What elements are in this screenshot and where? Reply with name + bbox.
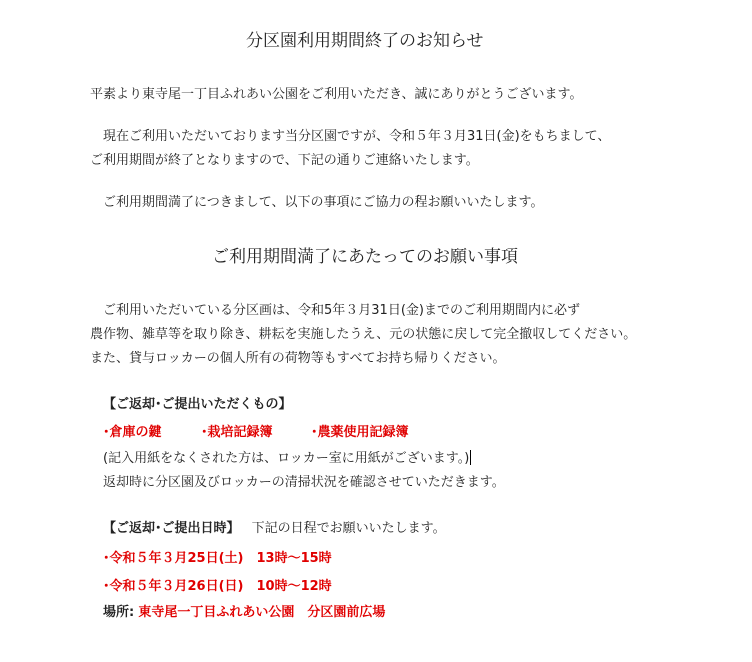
schedule-heading-row bbox=[103, 520, 446, 538]
return-item-pesticide-log: ･農薬使用記録簿 bbox=[311, 425, 409, 440]
requests-heading: ご利用期間満了にあたってのお願い事項 bbox=[212, 247, 518, 267]
schedule-date-1: ･令和５年３月25日(土) 13時～15時 bbox=[103, 551, 332, 566]
notice-title: 分区園利用期間終了のお知らせ bbox=[246, 31, 484, 51]
return-note-forms bbox=[103, 450, 471, 468]
period-end-line-1: 現在ご利用いただいております当分区園ですが、令和５年３月31日(金)をもちまして、 bbox=[90, 129, 611, 144]
schedule-place-value: 東寺尾一丁目ふれあい公園 分区園前広場 bbox=[138, 605, 386, 620]
requests-line-2: 農作物、雑草等を取り除き、耕耘を実施したうえ、元の状態に戻して完全撤収してください。 bbox=[90, 327, 637, 342]
intro-paragraph: 平素より東寺尾一丁目ふれあい公園をご利用いただき、誠にありがとうございます。 bbox=[90, 87, 583, 102]
schedule-place-label: 場所: bbox=[103, 605, 135, 620]
schedule-heading-suffix: 下記の日程でお願いいたします。 bbox=[251, 521, 446, 536]
return-item-key: ･倉庫の鍵 bbox=[103, 425, 162, 440]
cooperation-paragraph: ご利用期間満了につきまして、以下の事項にご協力の程お願いいたします。 bbox=[90, 195, 544, 210]
return-note-forms-text: (記入用紙をなくされた方は、ロッカー室に用紙がございます。) bbox=[103, 451, 470, 466]
requests-line-3: また、貸与ロッカーの個人所有の荷物等もすべてお持ち帰りください。 bbox=[90, 351, 506, 366]
return-items-heading: 【ご返却･ご提出いただくもの】 bbox=[103, 397, 292, 412]
schedule-place-row bbox=[103, 604, 385, 622]
text-caret bbox=[470, 450, 471, 465]
schedule-date-2: ･令和５年３月26日(日) 10時～12時 bbox=[103, 579, 332, 594]
return-item-cultivation-log: ･栽培記録簿 bbox=[201, 425, 273, 440]
return-note-inspection: 返却時に分区園及びロッカーの清掃状況を確認させていただきます。 bbox=[103, 475, 505, 490]
requests-line-1: ご利用いただいている分区画は、令和5年３月31日(金)までのご利用期間内に必ず bbox=[90, 303, 580, 318]
schedule-heading: 【ご返却･ご提出日時】 bbox=[103, 521, 240, 536]
period-end-line-2: ご利用期間が終了となりますので、下記の通りご連絡いたします。 bbox=[90, 153, 479, 168]
